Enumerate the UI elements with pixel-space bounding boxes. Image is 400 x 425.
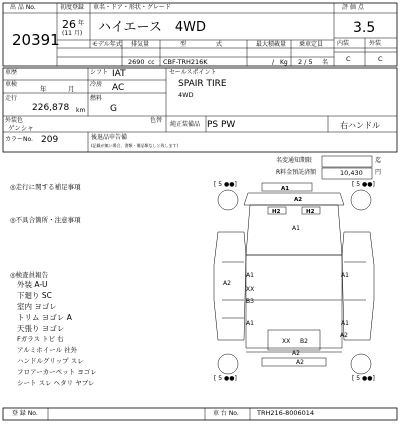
mileage-label: 走行 (5, 95, 18, 102)
report-label: ◎検査員報告 (10, 271, 49, 279)
mark-right-rear: A1 (341, 320, 349, 327)
recycle-value: 10,430 (340, 169, 363, 177)
report-line-8: ハンドルグリップ スレ (17, 357, 84, 365)
deadline-note: (記載が無い場合、書類・備品類なしと致します) (91, 143, 179, 148)
cc-unit: cc (148, 59, 155, 66)
handle-value: 右ハンドル (340, 121, 380, 130)
cc-label: 排気量 (131, 41, 150, 48)
first-reg-month: (11 月) (62, 30, 83, 37)
load-unit: Kg (280, 59, 288, 66)
capacity-value: 2 / 5 (298, 58, 313, 66)
capacity-unit: 名 (322, 59, 329, 66)
ac-value: AC (112, 83, 125, 93)
exterior-grade: C (378, 55, 383, 63)
mark-windshield-right: H2 (306, 209, 315, 215)
cargo-area (246, 255, 342, 348)
inspection-label: 車検 (5, 81, 18, 88)
report-line-7: アルミホイール 社外 (17, 346, 78, 354)
fuel-label: 燃料 (90, 95, 103, 102)
lot-label: 出 品 No. (10, 4, 36, 11)
deadline-label: 後退品申告備 (91, 134, 128, 141)
tire-rear-left (218, 354, 238, 374)
first-reg-year: 26 (62, 18, 76, 31)
report-line-2: 下廻り SC (17, 291, 52, 300)
recycle-label: R料金預託済額 (276, 169, 317, 176)
transfer-unit: 迄 (375, 157, 382, 164)
year-suffix: 年 (78, 20, 85, 27)
rear-hatch (268, 330, 320, 350)
tire-front-right (351, 190, 371, 210)
inspection-year-unit: 年 (40, 85, 47, 93)
cc-value: 2690 (128, 58, 145, 66)
tire-label-bottom-right: [ 5 ●●] (352, 375, 375, 382)
tire-front-left (218, 190, 238, 210)
chassis-number: TRH216-8006014 (257, 409, 315, 417)
load-label: 最大積載量 (256, 41, 287, 48)
supplement-label: ◎走行に関する補足事項 (10, 183, 81, 191)
report-line-4: トリム ヨゴレ A (17, 313, 72, 322)
mileage-unit: km (76, 107, 86, 114)
rear-bumper (262, 358, 326, 366)
inspection-month-unit: 月 (68, 85, 75, 93)
color-value: ゲンシャ (8, 124, 34, 132)
mark-left-slide: B3 (246, 298, 254, 305)
grade-label: 評 価 点 (342, 4, 364, 11)
mileage-value: 226,878 (32, 103, 70, 113)
model-year-label: モデル年式 (92, 41, 122, 48)
exterior-label: 外装 (369, 40, 382, 47)
mark-left-rear: A1 (246, 320, 254, 327)
color-no-label: カラーNo. (5, 136, 33, 143)
color-no-value: 209 (41, 135, 59, 145)
chassis-label: 車 台 No. (213, 410, 239, 417)
mark-hood: A2 (294, 197, 303, 203)
report-line-5: 天張り ヨゴレ (17, 324, 65, 333)
mark-rear-bumper: A2 (296, 359, 304, 366)
sales-points-label: セールスポイント (169, 69, 217, 76)
name-label: 車名・ドア・形状・グレード (93, 4, 171, 11)
history-label: 車歴 (5, 69, 18, 76)
sales-point-1: SPAIR TIRE (178, 79, 227, 89)
interior-label: 内装 (337, 40, 350, 47)
mark-front-bumper: A1 (281, 186, 290, 192)
report-line-3: 室内 ヨゴレ (17, 302, 57, 311)
load-value: / (272, 58, 275, 66)
mark-left-door: XX (246, 286, 255, 293)
first-reg-label: 初度登録 (60, 4, 85, 11)
fuel-value: G (110, 104, 117, 114)
report-line-6: Fガラス トビ 右 (17, 335, 64, 343)
report-line-10: シート スレ ヘタリ ヤブレ (17, 379, 95, 387)
mark-rear-panel: A2 (292, 350, 300, 357)
mark-left-side: A2 (223, 280, 231, 287)
color-label: 外装色 (5, 117, 24, 124)
defect-label: ◎不具合箇所・注意事項 (10, 216, 81, 224)
interior-grade: C (346, 55, 351, 63)
tire-label-top-right: [ 5 ●●] (352, 181, 375, 188)
shift-value: IAT (112, 69, 126, 79)
mark-left-front: A1 (246, 272, 254, 279)
lot-number: 20391 (12, 31, 60, 49)
mark-right-front: A1 (341, 272, 349, 279)
mark-rear-hatch-b2: B2 (300, 338, 308, 345)
equip-value: PS PW (207, 120, 236, 130)
sales-point-2: 4WD (178, 91, 194, 99)
report-line-1: 外装 A-U (17, 280, 48, 289)
type-label: 型 式 (180, 41, 223, 48)
mark-roof: A1 (292, 225, 300, 232)
mark-windshield-left: H2 (272, 209, 281, 215)
shift-label: シフト (90, 69, 109, 76)
color-change-label: 色替 (150, 117, 163, 124)
tire-label-top-left: [ 5 ●●] (214, 181, 237, 188)
model-code: CBF-TRH216K (163, 58, 208, 66)
mark-rear-hatch-xx: XX (282, 338, 291, 345)
capacity-label: 乗車定員 (299, 41, 324, 48)
report-line-9: フロアーカーペット ヨゴレ (17, 368, 97, 376)
registration-label: 登 録 No. (12, 410, 38, 417)
transfer-label: 名変通知期限 (276, 157, 313, 164)
recycle-unit: 円 (375, 169, 382, 176)
grade-score: 3.5 (353, 20, 376, 36)
car-name: ハイエース 4WD (98, 20, 206, 35)
ac-label: 冷房 (90, 81, 103, 88)
tire-rear-right (351, 354, 371, 374)
tire-label-bottom-left: [ 5 ●●] (214, 375, 237, 382)
equip-label: 純正装備品 (170, 121, 201, 128)
mark-right-quarter: A2 (340, 332, 348, 339)
